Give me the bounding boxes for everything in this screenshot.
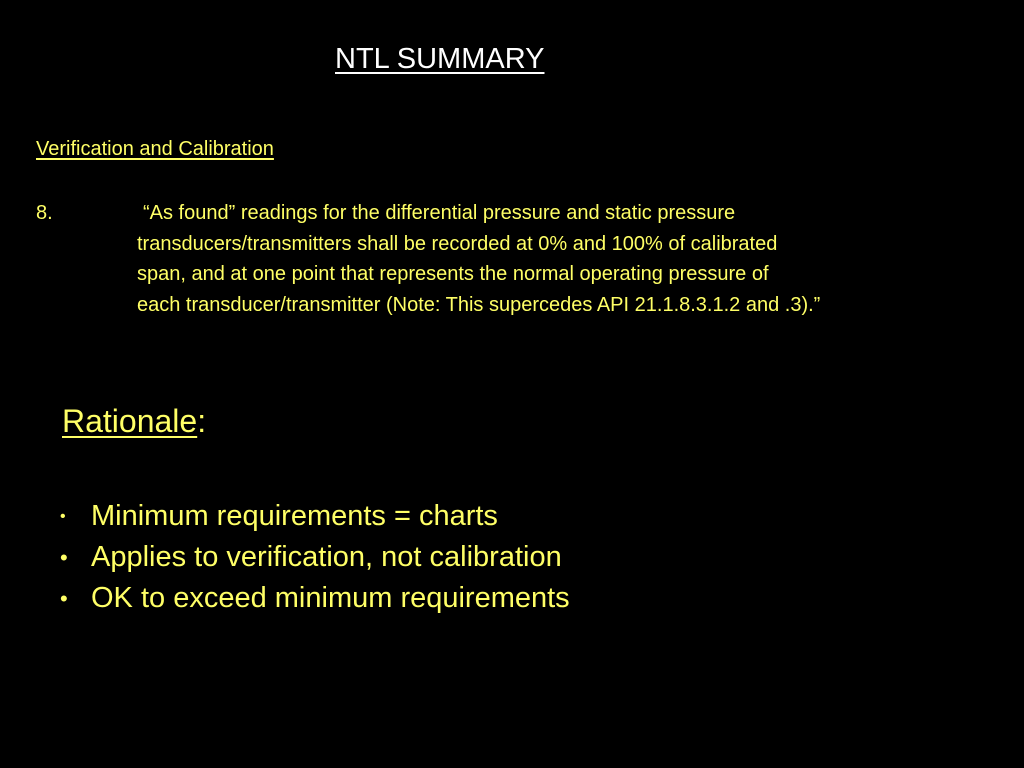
item-text bbox=[137, 198, 1024, 320]
rationale-heading-colon: : bbox=[197, 403, 207, 439]
item-text-line: “As found” readings for the differential pressure and static pressure bbox=[143, 202, 736, 224]
item-text-line: transducers/transmitters shall be recorded at 0% and 100% of calibrated bbox=[137, 232, 778, 255]
section-heading: Verification and Calibration bbox=[36, 138, 274, 160]
slide-title: NTL SUMMARY bbox=[335, 43, 545, 75]
bullet-icon: • bbox=[60, 545, 68, 570]
rationale-heading bbox=[62, 402, 206, 440]
bullet-icon: • bbox=[60, 586, 68, 611]
item-text-line: span, and at one point that represents the normal operating pressure of bbox=[137, 263, 769, 285]
item-number: 8. bbox=[36, 202, 53, 224]
rationale-heading-word: Rationale bbox=[62, 403, 198, 439]
bullet-text: Minimum requirements = charts bbox=[91, 500, 498, 532]
bullet-icon: • bbox=[60, 508, 66, 525]
item-text-line: each transducer/transmitter (Note: This supercedes API 21.1.8.3.1.2 and .3).” bbox=[137, 293, 821, 316]
bullet-text: OK to exceed minimum requirements bbox=[91, 582, 570, 614]
bullet-text: Applies to verification, not calibration bbox=[91, 541, 562, 573]
